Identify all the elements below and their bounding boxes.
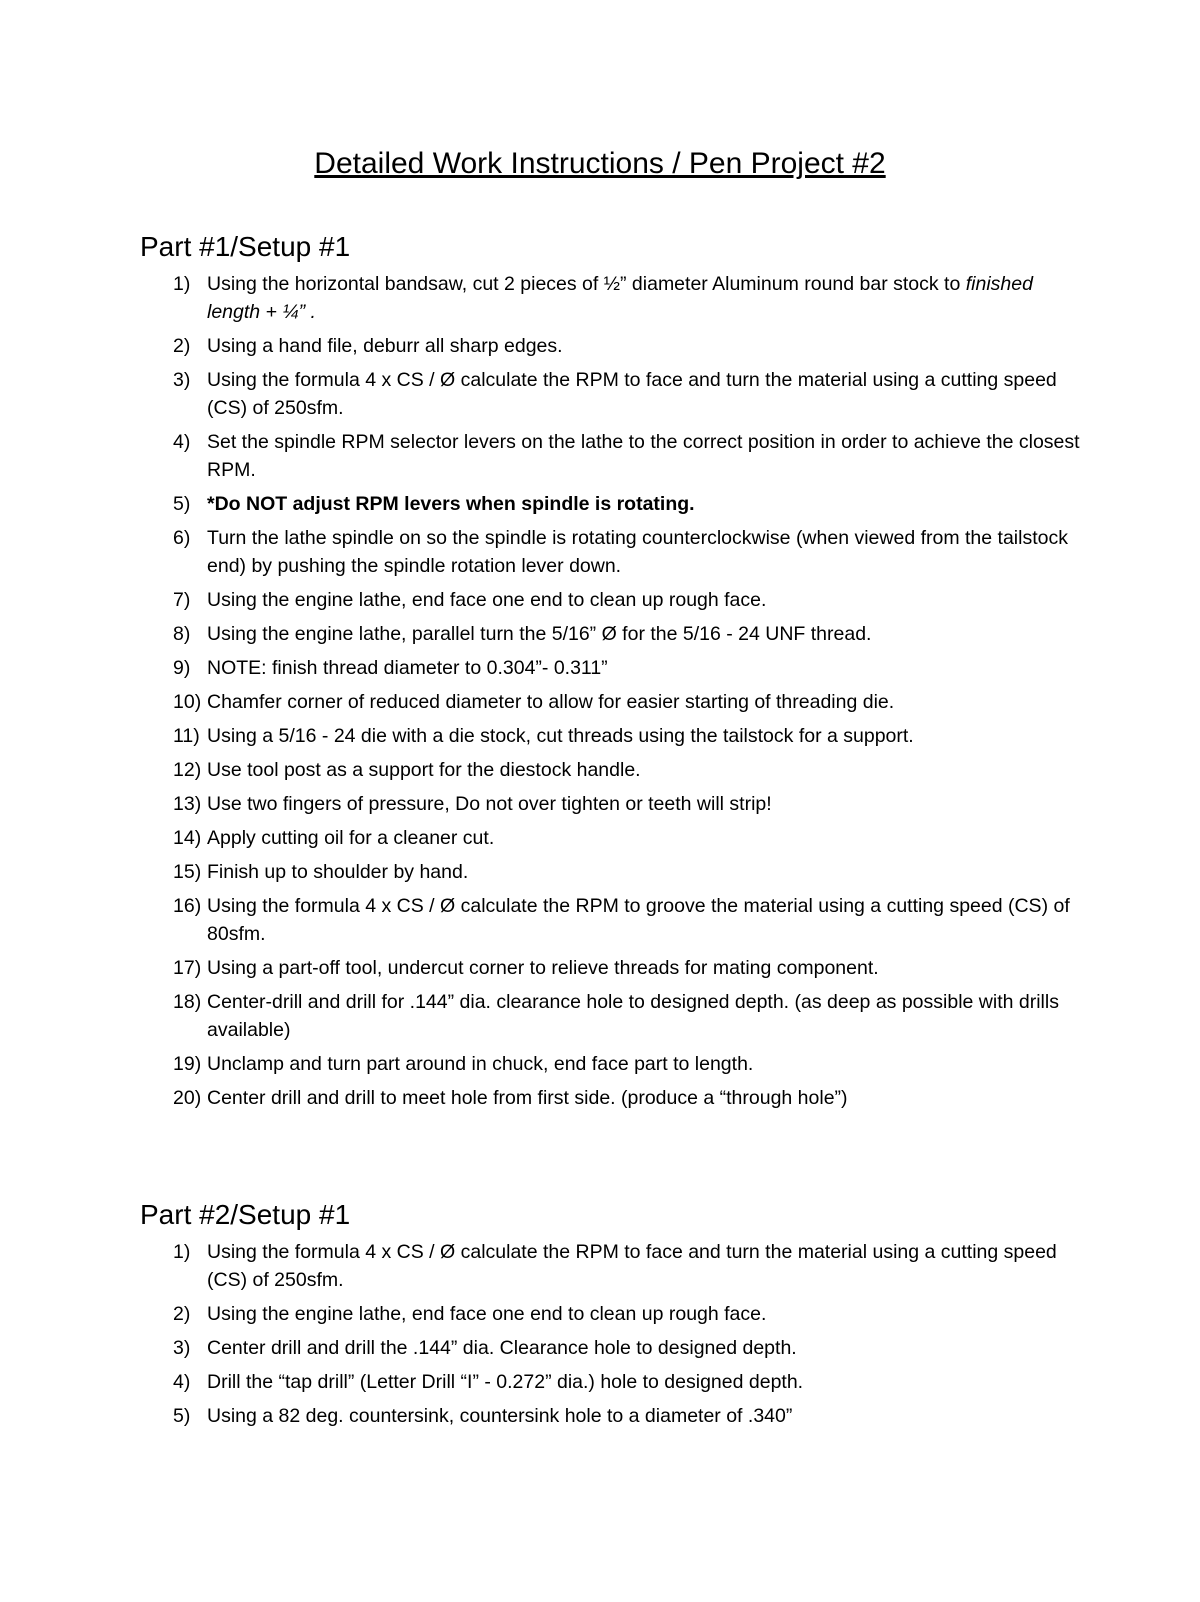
step-number: 11)	[173, 725, 200, 747]
list-item	[140, 620, 1080, 648]
list-item	[140, 654, 1080, 682]
list-item	[140, 1402, 1080, 1430]
list-item	[140, 892, 1080, 948]
step-text: Using the horizontal bandsaw, cut 2 pieces of ½” diameter Aluminum round bar stock to	[207, 273, 961, 295]
list-item	[140, 1238, 1080, 1294]
list-item	[140, 332, 1080, 360]
step-number: 5)	[173, 493, 191, 515]
list-item	[140, 954, 1080, 982]
step-number: 1)	[173, 273, 191, 295]
step-number: 4)	[173, 431, 191, 453]
step-number: 16)	[173, 895, 202, 917]
list-item	[140, 1368, 1080, 1396]
step-text-block	[207, 620, 1080, 648]
step-number: 20)	[173, 1087, 202, 1109]
step-text-block	[207, 490, 1080, 518]
list-item	[140, 858, 1080, 886]
step-text-block	[207, 1402, 1080, 1430]
section-heading: Part #2/Setup #1	[140, 1199, 351, 1230]
step-number: 6)	[173, 527, 191, 549]
step-number: 17)	[173, 957, 202, 979]
step-number: 3)	[173, 1337, 191, 1359]
step-text: Set the spindle RPM selector levers on the lathe to the correct position in order to achieve the closest RPM.	[207, 431, 1080, 481]
step-text: *Do NOT adjust RPM levers when spindle is rotating.	[207, 493, 695, 515]
step-text-block	[207, 1334, 1080, 1362]
step-text: Using the engine lathe, end face one end to clean up rough face.	[207, 589, 767, 611]
step-text-block	[207, 988, 1080, 1044]
step-text: Using the formula 4 x CS / Ø calculate the RPM to face and turn the material using a cutting speed (CS) of 250sfm.	[207, 369, 1057, 419]
step-number: 14)	[173, 827, 202, 849]
step-list	[140, 270, 1080, 1112]
step-number: 8)	[173, 623, 191, 645]
list-item	[140, 270, 1080, 326]
step-text-block	[207, 1238, 1080, 1294]
section-part-2	[140, 1196, 1080, 1436]
list-item	[140, 524, 1080, 580]
step-text: Using the formula 4 x CS / Ø calculate the RPM to groove the material using a cutting speed (CS) of 80sfm.	[207, 895, 1070, 945]
step-text-block	[207, 366, 1080, 422]
list-item	[140, 490, 1080, 518]
step-number: 3)	[173, 369, 191, 391]
step-text-block	[207, 654, 1080, 682]
step-text: Finish up to shoulder by hand.	[207, 861, 469, 883]
step-text: Center drill and drill the .144” dia. Clearance hole to designed depth.	[207, 1337, 797, 1359]
step-text: Chamfer corner of reduced diameter to allow for easier starting of threading die.	[207, 691, 895, 713]
step-text-block	[207, 892, 1080, 948]
section-heading: Part #1/Setup #1	[140, 231, 351, 262]
step-text: Using the engine lathe, end face one end to clean up rough face.	[207, 1303, 767, 1325]
step-text-block	[207, 954, 1080, 982]
step-number: 10)	[173, 691, 202, 713]
step-text: Using a 82 deg. countersink, countersink hole to a diameter of .340”	[207, 1405, 793, 1427]
step-number: 18)	[173, 991, 202, 1013]
step-number: 9)	[173, 657, 191, 679]
step-text-block	[207, 756, 1080, 784]
step-text-block	[207, 688, 1080, 716]
list-item	[140, 756, 1080, 784]
list-item	[140, 688, 1080, 716]
step-text-block	[207, 722, 1080, 750]
list-item	[140, 366, 1080, 422]
step-number: 7)	[173, 589, 191, 611]
list-item	[140, 1084, 1080, 1112]
step-text: Using a part-off tool, undercut corner to relieve threads for mating component.	[207, 957, 879, 979]
step-text-block	[207, 586, 1080, 614]
list-item	[140, 790, 1080, 818]
step-number: 19)	[173, 1053, 202, 1075]
step-text-block	[207, 270, 1080, 326]
step-text-block	[207, 790, 1080, 818]
step-text: Use tool post as a support for the diestock handle.	[207, 759, 641, 781]
step-text: Turn the lathe spindle on so the spindle is rotating counterclockwise (when viewed from the tailstock end) by pushing the spindle rotation lever down.	[207, 527, 1068, 577]
list-item	[140, 586, 1080, 614]
list-item	[140, 824, 1080, 852]
step-text: Unclamp and turn part around in chuck, end face part to length.	[207, 1053, 754, 1075]
step-text: Drill the “tap drill” (Letter Drill “I” - 0.272” dia.) hole to designed depth.	[207, 1371, 804, 1393]
step-text: Using the formula 4 x CS / Ø calculate the RPM to face and turn the material using a cutting speed (CS) of 250sfm.	[207, 1241, 1057, 1291]
step-text-block	[207, 1050, 1080, 1078]
step-text: Center drill and drill to meet hole from first side. (produce a “through hole”)	[207, 1087, 848, 1109]
list-item	[140, 1300, 1080, 1328]
step-text: Using a hand file, deburr all sharp edges.	[207, 335, 563, 357]
step-number: 12)	[173, 759, 202, 781]
step-text-block	[207, 824, 1080, 852]
step-text: Use two fingers of pressure, Do not over tighten or teeth will strip!	[207, 793, 772, 815]
step-text: Using the engine lathe, parallel turn the 5/16” Ø for the 5/16 - 24 UNF thread.	[207, 623, 872, 645]
step-text-block	[207, 332, 1080, 360]
step-number: 5)	[173, 1405, 191, 1427]
step-text: NOTE: finish thread diameter to 0.304”- 0.311”	[207, 657, 608, 679]
step-text-block	[207, 1300, 1080, 1328]
step-number: 2)	[173, 335, 191, 357]
step-text: Apply cutting oil for a cleaner cut.	[207, 827, 495, 849]
step-text-block	[207, 858, 1080, 886]
step-text-block	[207, 1084, 1080, 1112]
list-item	[140, 988, 1080, 1044]
step-number: 4)	[173, 1371, 191, 1393]
step-text-block	[207, 524, 1080, 580]
list-item	[140, 428, 1080, 484]
step-text-italic: finished length + ¼” .	[207, 273, 1033, 323]
step-text: Using a 5/16 - 24 die with a die stock, cut threads using the tailstock for a support.	[207, 725, 914, 747]
list-item	[140, 1050, 1080, 1078]
list-item	[140, 722, 1080, 750]
step-number: 15)	[173, 861, 202, 883]
list-item	[140, 1334, 1080, 1362]
step-text-block	[207, 1368, 1080, 1396]
step-text: Center-drill and drill for .144” dia. clearance hole to designed depth. (as deep as possible with drills available)	[207, 991, 1059, 1041]
page-title: Detailed Work Instructions / Pen Project #2	[314, 147, 886, 180]
step-number: 2)	[173, 1303, 191, 1325]
step-number: 1)	[173, 1241, 191, 1263]
step-text-block	[207, 428, 1080, 484]
step-number: 13)	[173, 793, 202, 815]
step-list	[140, 1238, 1080, 1430]
section-part-1	[140, 228, 1080, 1118]
